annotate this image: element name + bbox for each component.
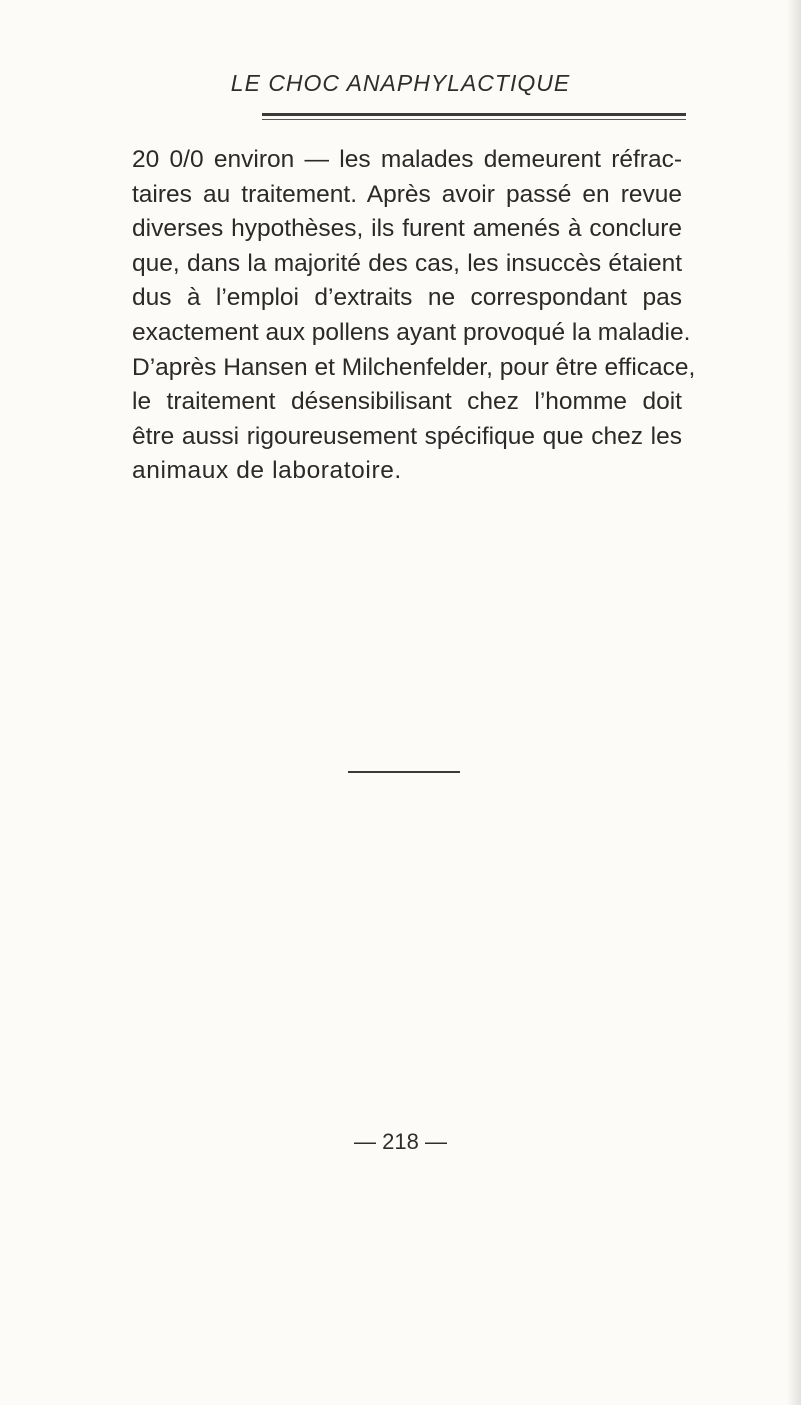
text-line: D’après Hansen et Milchenfelder, pour être efficace, xyxy=(132,353,696,381)
body-paragraph xyxy=(132,143,696,489)
text-line: 20 0/0 environ — les malades demeurent réfrac- xyxy=(132,146,682,173)
text-line: le traitement désensibilisant chez l’homme doit xyxy=(132,388,682,416)
header-double-rule-thin xyxy=(262,119,686,120)
text-line: être aussi rigoureusement spécifique que chez les xyxy=(132,422,682,450)
section-separator-rule xyxy=(348,771,460,773)
text-line: animaux de laboratoire. xyxy=(132,457,402,485)
text-line: exactement aux pollens ayant provoqué la maladie. xyxy=(132,318,691,346)
text-line: diverses hypothèses, ils furent amenés à conclure xyxy=(132,215,682,243)
header-double-rule-thick xyxy=(262,113,686,116)
running-head-title: LE CHOC ANAPHYLACTIQUE xyxy=(230,70,571,96)
page-number: — 218 — xyxy=(354,1129,447,1154)
text-line: dus à l’emploi d’extraits ne correspondant pas xyxy=(132,284,682,312)
text-line: que, dans la majorité des cas, les insuccès étaient xyxy=(132,249,682,277)
text-line: taires au traitement. Après avoir passé en revue xyxy=(132,180,682,208)
page-edge-shadow xyxy=(787,0,801,1405)
